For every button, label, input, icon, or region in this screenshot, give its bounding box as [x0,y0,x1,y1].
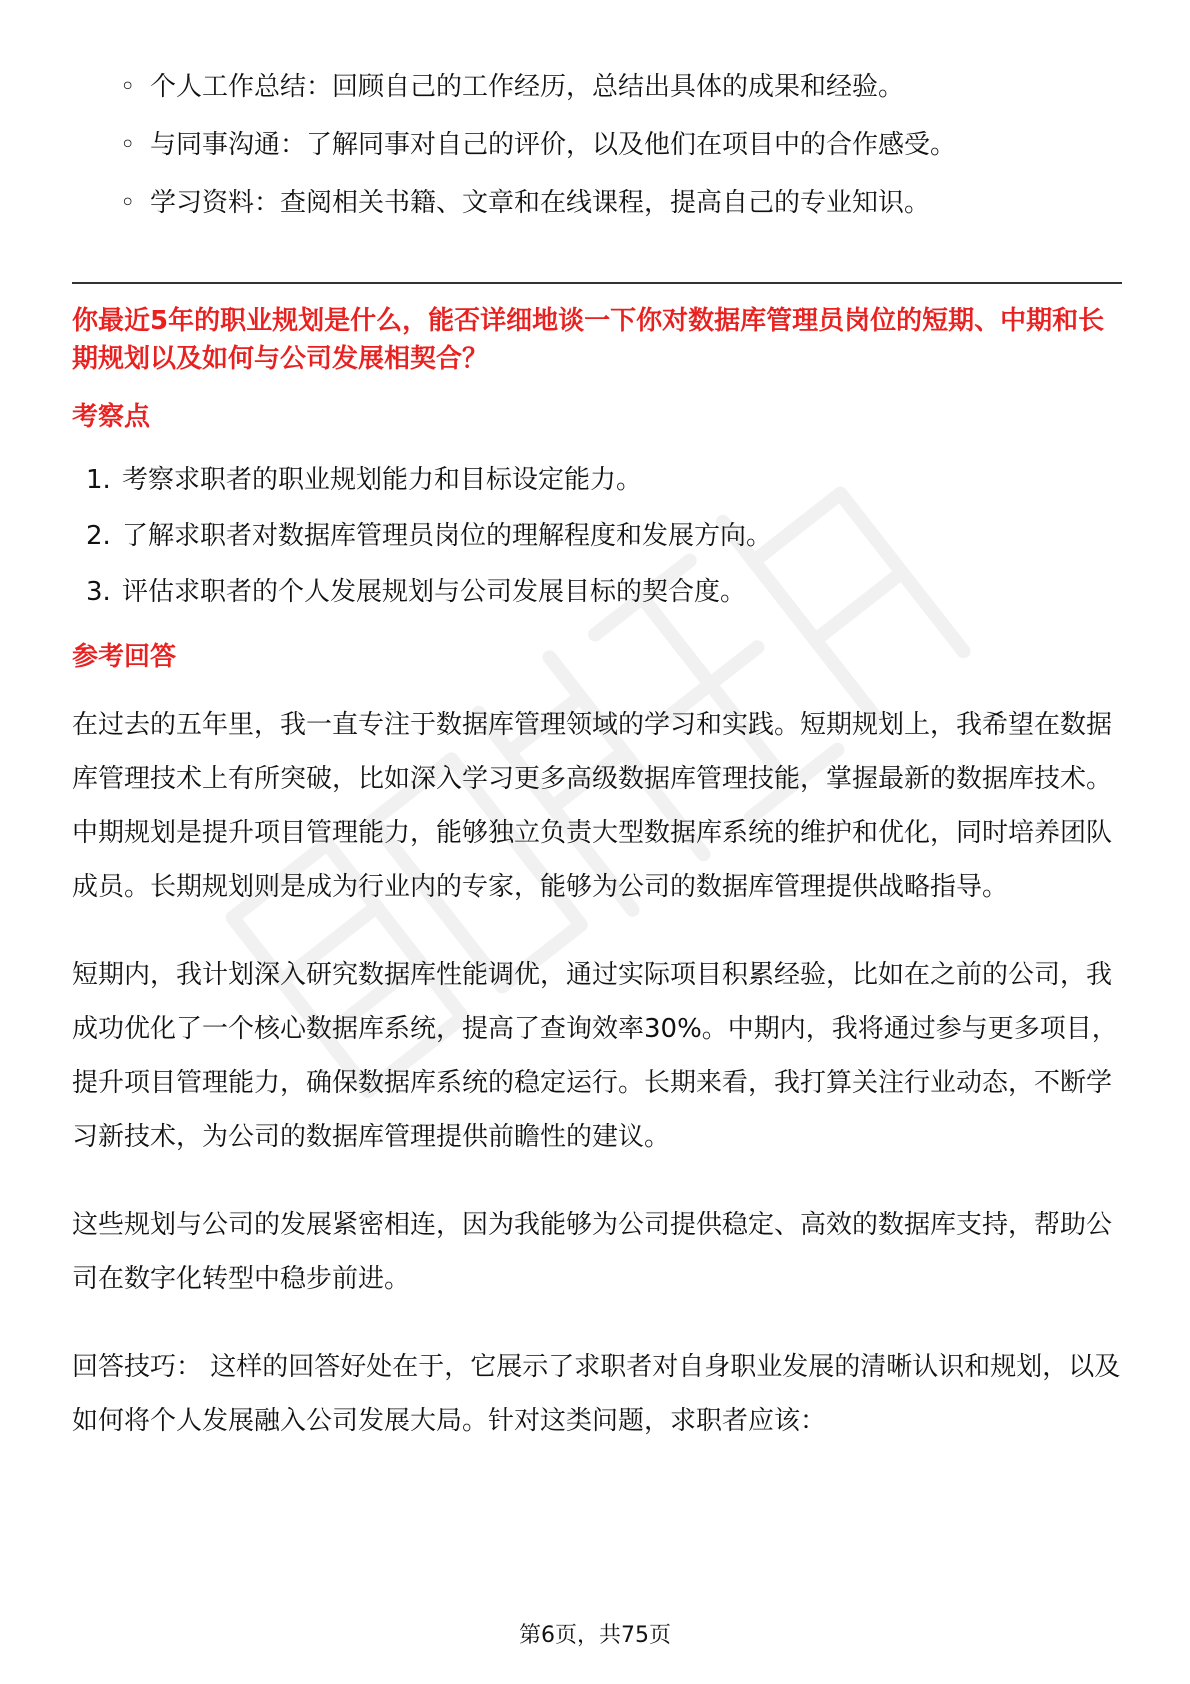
bullet-text: 与同事沟通：了解同事对自己的评价，以及他们在项目中的合作感受。 [150,130,957,160]
answer-paragraph: 短期内，我计划深入研究数据库性能调优，通过实际项目积累经验，比如在之前的公司，我成功优化了一个核心数据库系统，提高了查询效率30%。中期内，我将通过参与更多项目，提升项目管理能力，确保数据库系统的稳定运行。长期来看，我打算关注行业动态，不断学习新技术，为公司的数据库管理提供前瞻性的建议。 [72,960,1118,1152]
focus-number: 1. [86,465,111,495]
focus-list [72,452,1122,620]
bullet-item [120,116,1122,174]
focus-number: 3. [86,577,111,607]
focus-text: 评估求职者的个人发展规划与公司发展目标的契合度。 [122,577,747,607]
focus-text: 考察求职者的职业规划能力和目标设定能力。 [122,465,643,495]
question-heading: 你最近5年的职业规划是什么，能否详细地谈一下你对数据库管理员岗位的短期、中期和长期规划以及如何与公司发展相契合？ [72,306,1105,374]
answer-tips-paragraph: 回答技巧： 这样的回答好处在于，它展示了求职者对自身职业发展的清晰认识和规划，以及如何将个人发展融入公司发展大局。针对这类问题，求职者应该： [72,1352,1121,1436]
bullet-list [72,58,1122,232]
page-content [72,58,1122,1448]
focus-item [86,508,1122,564]
focus-number: 2. [86,521,111,551]
bullet-marker: ◦ [120,72,136,102]
focus-heading: 考察点 [72,402,151,432]
bullet-text: 学习资料：查阅相关书籍、文章和在线课程，提高自己的专业知识。 [150,188,931,218]
answer-paragraph: 这些规划与公司的发展紧密相连，因为我能够为公司提供稳定、高效的数据库支持，帮助公司在数字化转型中稳步前进。 [72,1210,1113,1294]
bullet-item [120,174,1122,232]
answer-paragraph: 在过去的五年里，我一直专注于数据库管理领域的学习和实践。短期规划上，我希望在数据库管理技术上有所突破，比如深入学习更多高级数据库管理技能，掌握最新的数据库技术。中期规划是提升项目管理能力，能够独立负责大型数据库系统的维护和优化，同时培养团队成员。长期规划则是成为行业内的专家，能够为公司的数据库管理提供战略指导。 [72,710,1113,902]
bullet-item [120,58,1122,116]
bullet-marker: ◦ [120,130,136,160]
answer-heading: 参考回答 [72,642,177,672]
bullet-marker: ◦ [120,188,136,218]
focus-item [86,564,1122,620]
bullet-text: 个人工作总结：回顾自己的工作经历，总结出具体的成果和经验。 [150,72,905,102]
focus-item [86,452,1122,508]
section-divider [72,282,1122,284]
page-number: 第6页，共75页 [519,1623,671,1648]
focus-text: 了解求职者对数据库管理员岗位的理解程度和发展方向。 [122,521,773,551]
